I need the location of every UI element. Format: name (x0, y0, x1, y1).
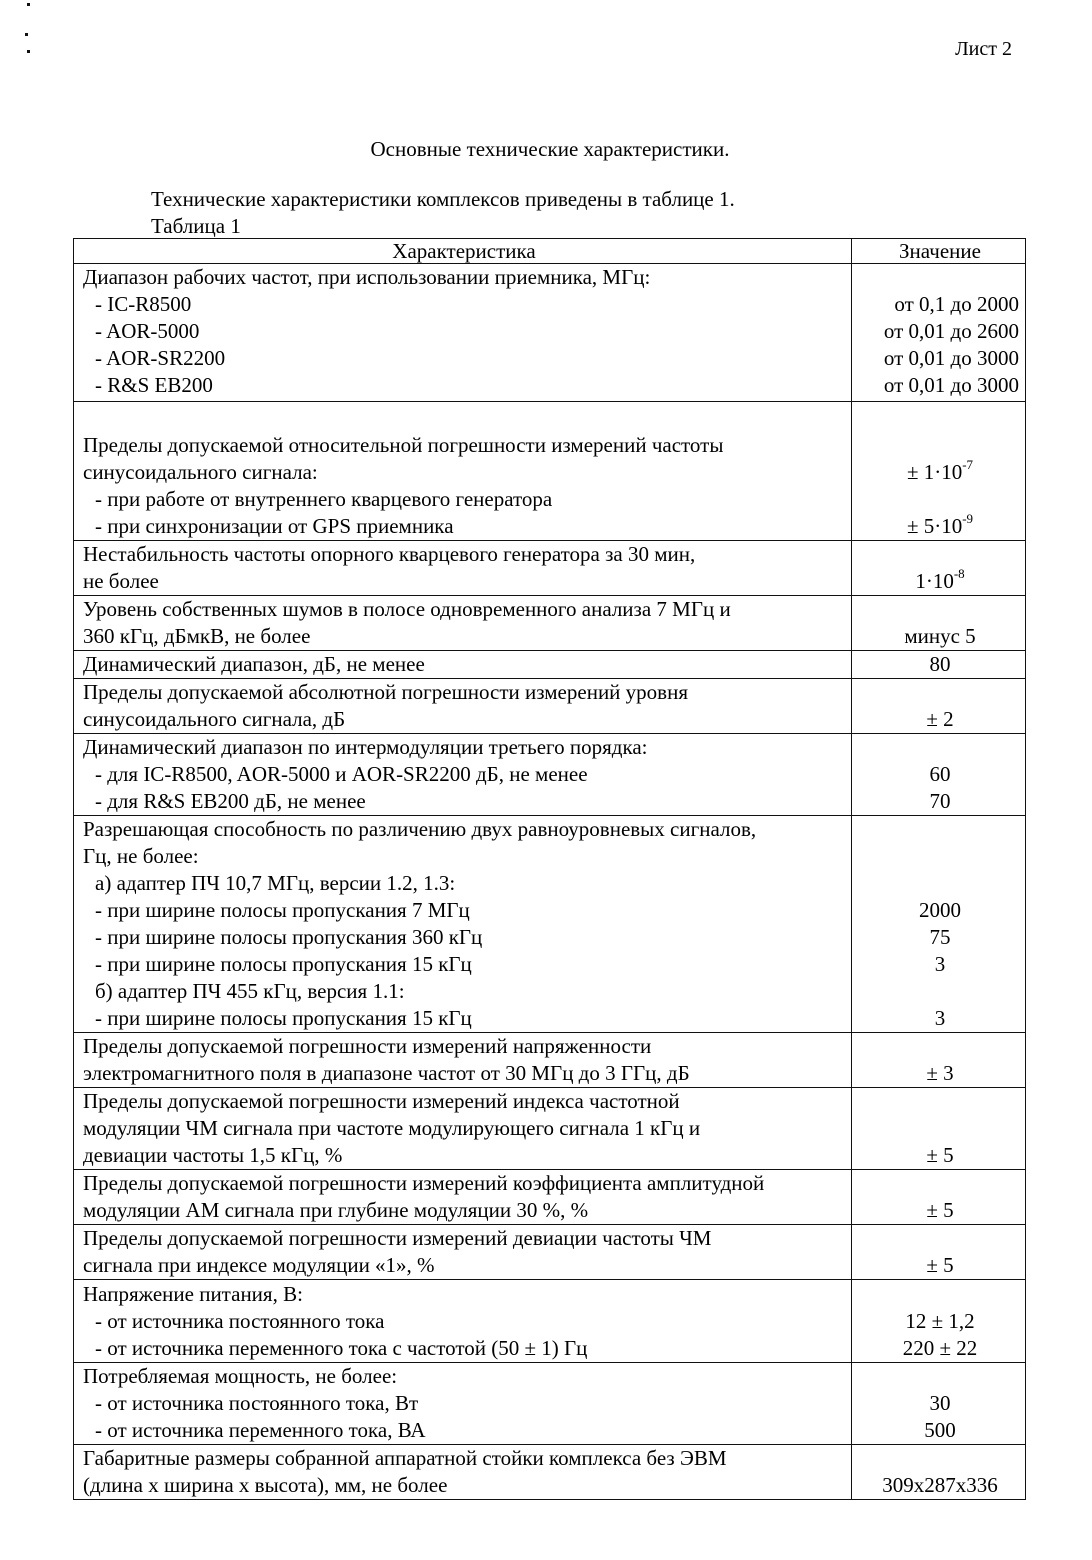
table-row-frequency-range (74, 264, 1026, 402)
table-caption: Таблица 1 (151, 214, 241, 238)
table-row-fm-deviation-error (74, 1225, 1026, 1280)
characteristic-cell: Габаритные размеры собранной аппаратной стойки комплекса без ЭВМ (длина х ширина х высота), мм, не более (74, 1445, 852, 1500)
value-cell: ± 2 (852, 679, 1026, 734)
table-row-level-error (74, 679, 1026, 734)
table-row-frequency-error (74, 402, 1026, 541)
table-header-row (74, 239, 1026, 264)
value-cell: 309x287x336 (852, 1445, 1026, 1500)
table-row-power-consumption (74, 1363, 1026, 1445)
scan-artifact (25, 33, 28, 36)
column-header-value: Значение (852, 239, 1026, 264)
table-row-intermodulation-range (74, 734, 1026, 816)
value-cell: от 0,1 до 2000 от 0,01 до 2600 от 0,01 до 3000 от 0,01 до 3000 (852, 264, 1026, 402)
value-cell: 12 ± 1,2 220 ± 22 (852, 1280, 1026, 1363)
characteristic-cell: Пределы допускаемой абсолютной погрешности измерений уровня синусоидального сигнала, дБ (74, 679, 852, 734)
table-row-fm-index-error (74, 1088, 1026, 1170)
characteristic-cell: Пределы допускаемой относительной погрешности измерений частоты синусоидального сигнала: - при работе от внутреннего кварцевого генератора - при синхронизации от GPS приемника (74, 402, 852, 541)
value-cell: ± 5 (852, 1170, 1026, 1225)
value-cell: ± $1\cdot 10^{-7}$ ± $5\cdot 10^{-9}$ (852, 402, 1026, 541)
characteristic-cell: Диапазон рабочих частот, при использовании приемника, МГц: - IC-R8500 - AOR-5000 - AOR-SR2200 - R&S EB200 (74, 264, 852, 402)
table-row-dimensions (74, 1445, 1026, 1500)
characteristic-cell: Разрешающая способность по различению двух равноуровневых сигналов, Гц, не более: а) адаптер ПЧ 10,7 МГц, версии 1.2, 1.3: - при ширине полосы пропускания 7 МГц - при ширине полосы пропускания 360 кГц - при ширине полосы пропускания 15 кГц б) адаптер ПЧ 455 кГц, версия 1.1: - при ширине полосы пропускания 15 кГц (74, 816, 852, 1033)
characteristic-cell: Напряжение питания, В: - от источника постоянного тока - от источника переменного тока с частотой (50 ± 1) Гц (74, 1280, 852, 1363)
intro-paragraph: Технические характеристики комплексов приведены в таблице 1. (151, 187, 735, 211)
table-row-supply-voltage (74, 1280, 1026, 1363)
document-title: Основные технические характеристики. (370, 137, 730, 161)
value-cell: ± 5 (852, 1225, 1026, 1280)
characteristic-cell: Пределы допускаемой погрешности измерений коэффициента амплитудной модуляции АМ сигнала при глубине модуляции 30 %, % (74, 1170, 852, 1225)
value-cell: $1\cdot 10^{-8}$ (852, 541, 1026, 596)
characteristic-cell: Пределы допускаемой погрешности измерений напряженности электромагнитного поля в диапазоне частот от 30 МГц до 3 ГГц, дБ (74, 1033, 852, 1088)
characteristic-cell: Потребляемая мощность, не более: - от источника постоянного тока, Вт - от источника переменного тока, ВА (74, 1363, 852, 1445)
table-row-resolution (74, 816, 1026, 1033)
characteristic-cell: Нестабильность частоты опорного кварцевого генератора за 30 мин, не более (74, 541, 852, 596)
specifications-table (73, 238, 1026, 1500)
table-row-am-coefficient-error (74, 1170, 1026, 1225)
value-cell: 30 500 (852, 1363, 1026, 1445)
value-cell: 2000 75 3 3 (852, 816, 1026, 1033)
characteristic-cell: Пределы допускаемой погрешности измерений индекса частотной модуляции ЧМ сигнала при частоте модулирующего сигнала 1 кГц и девиации частоты 1,5 кГц, % (74, 1088, 852, 1170)
table-row-noise-level (74, 596, 1026, 651)
table-row-dynamic-range (74, 651, 1026, 679)
value-cell: 80 (852, 651, 1026, 679)
value-cell: ± 3 (852, 1033, 1026, 1088)
table-row-field-strength-error (74, 1033, 1026, 1088)
characteristic-cell: Динамический диапазон, дБ, не менее (74, 651, 852, 679)
value-cell: 60 70 (852, 734, 1026, 816)
characteristic-cell: Динамический диапазон по интермодуляции третьего порядка: - для IC-R8500, AOR-5000 и AOR-SR2200 дБ, не менее - для R&S EB200 дБ, не менее (74, 734, 852, 816)
value-cell: ± 5 (852, 1088, 1026, 1170)
column-header-characteristic: Характеристика (74, 239, 852, 264)
characteristic-cell: Пределы допускаемой погрешности измерений девиации частоты ЧМ сигнала при индексе модуляции «1», % (74, 1225, 852, 1280)
characteristic-cell: Уровень собственных шумов в полосе одновременного анализа 7 МГц и 360 кГц, дБмкВ, не более (74, 596, 852, 651)
scan-artifact (27, 50, 30, 53)
value-cell: минус 5 (852, 596, 1026, 651)
scan-artifact (27, 3, 30, 6)
table-row-oscillator-instability (74, 541, 1026, 596)
sheet-number: Лист 2 (955, 38, 1012, 60)
